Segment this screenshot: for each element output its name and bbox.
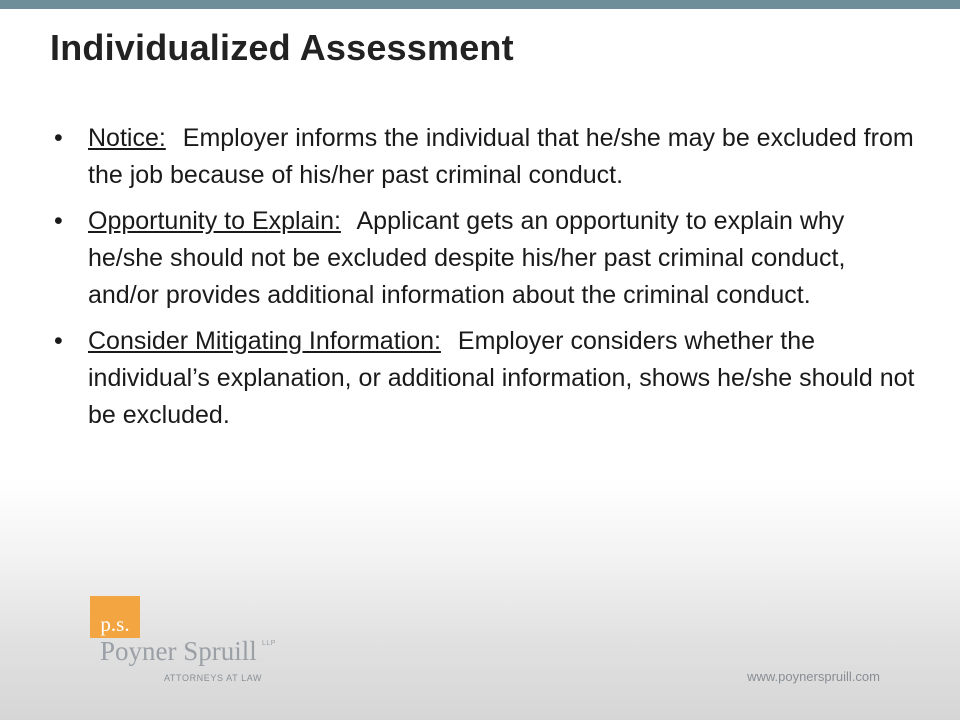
logo-mark-text: p.s. xyxy=(100,612,130,636)
top-accent-bar xyxy=(0,0,960,9)
logo-llp-suffix: LLP xyxy=(262,640,276,647)
bullet-item xyxy=(50,323,920,434)
company-logo xyxy=(86,596,286,686)
website-url: www.poynerspruill.com xyxy=(747,669,880,684)
bullet-item xyxy=(50,203,920,314)
logo-mark-box xyxy=(90,596,140,638)
bullet-text: Employer considers whether the individual’s explanation, or additional information, shows he/she should not be excluded. xyxy=(88,327,915,429)
bullet-text: Applicant gets an opportunity to explain why he/she should not be excluded despite his/her past criminal conduct, and/or provides additional information about the criminal conduct. xyxy=(88,207,846,309)
bullet-text: Employer informs the individual that he/she may be excluded from the job because of his/her past criminal conduct. xyxy=(88,124,914,189)
bullet-dot-icon: • xyxy=(54,124,63,152)
bullet-term: Opportunity to Explain: xyxy=(88,207,341,235)
bullet-term: Consider Mitigating Information: xyxy=(88,327,441,355)
slide-title: Individualized Assessment xyxy=(50,27,514,68)
bullet-term: Notice: xyxy=(88,124,166,152)
bullet-item xyxy=(50,120,920,194)
logo-company-name: Poyner Spruill xyxy=(100,636,257,666)
bullet-list xyxy=(50,120,920,443)
logo-tagline: ATTORNEYS AT LAW xyxy=(164,673,263,683)
bullet-dot-icon: • xyxy=(54,207,63,235)
bullet-dot-icon: • xyxy=(54,327,63,355)
